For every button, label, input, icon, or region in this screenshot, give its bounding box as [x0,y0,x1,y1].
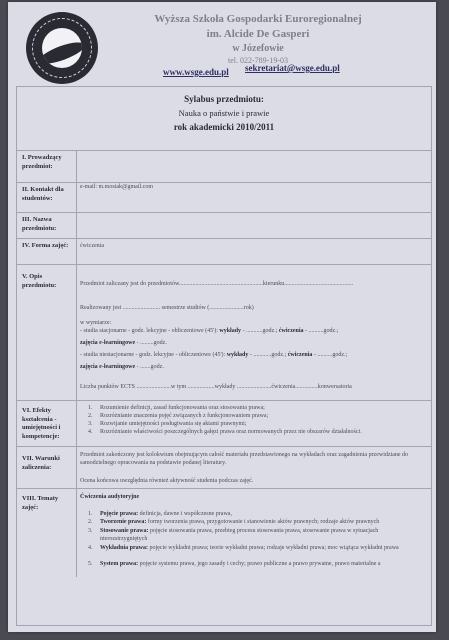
syllabus-heading: Sylabus przedmiotu: [184,94,264,104]
row-description [16,264,432,401]
description-line-5: zajęcia e-learningowe - .........godz. [80,340,167,346]
row-class-topics: VIII. Tematy zajęć: Ćwiczenia audytoryjne 1. Pojęcie prawa: definicja, dawne i współczesne prawa, 2. Tworzenie prawa: formy tworzenia prawa, przygotowanie i stanowienie aktów prawnych; rodzaje aktów prawnych 3. Stosowanie prawa: pojęcie stosowania prawa, przebieg procesu stosowania prawa, stosowanie prawa w sytuacjach nierozstrzygniętych 4. Wykładnia prawa: pojęcie wykładni prawa; teorie wykładni prawa; rodzaje wykładni prawa; moc wiążąca wykładni prawa 5. System prawa: pojęcie systemu prawa, jego zasady i cechy; prawo publiczne a prawo prywatne, prawo materialne a [16,488,432,577]
topics-heading: Ćwiczenia audytoryjne [80,494,140,500]
row-class-form [16,238,432,265]
row-subject-name [16,212,432,239]
row-instructor [16,150,432,183]
label-learning-outcomes: VI. Efekty kształcenia - umiejętności i kompetencje: [22,407,61,440]
label-description: V. Opis przedmiotu: [22,273,57,289]
pass-conditions-line-1: Przedmiot zakończony jest kolokwium obejmującym całość materiału przedstawionego na wykładach oraz zagadnienia przewidziane do samodzielnego opracowania na podstawie podanej literatury. [80,452,409,466]
description-line-8: Liczba punktów ECTS .......................w tym ..................wykłady .......................ćwiczenia...............konwersatoria [80,384,352,390]
label-subject-name: III. Nazwa przedmiotu: [22,216,57,232]
document-page [8,2,436,632]
description-line-7: zajęcia e-learningowe - .......godz. [80,364,164,370]
value-contact-email: e-mail: m.mosiak@gmail.com [80,184,154,190]
website-link[interactable]: www.wsge.edu.pl [163,67,229,77]
label-class-form: IV. Forma zajęć: [22,242,69,249]
subject-name: Nauka o państwie i prawie [178,108,270,118]
label-pass-conditions: VII. Warunki zaliczenia: [22,455,60,471]
school-phone: tel. 022-789-19-03 [228,56,288,65]
description-line-1: Przedmiot zaliczany jest do przedmiotów........................................................kierunku.............................................. [80,281,354,287]
academic-year: rok akademicki 2010/2011 [173,122,275,132]
school-patron: im. Alcide De Gasperi [206,28,310,40]
school-location: w Józefowie [232,43,284,54]
label-instructor: I. Prowadzący przedmiot: [22,154,62,170]
row-contact [16,182,432,213]
description-line-2: Realizowany jest ......................... semestrze studiów (.......................rok) [80,305,254,311]
label-contact: II. Kontakt dla studentów: [22,186,64,202]
label-class-topics: VIII. Tematy zajęć: [22,495,59,511]
university-seal-logo [26,12,98,84]
row-pass-conditions [16,446,432,489]
pass-conditions-line-2: Ocena końcowa uwzględnia również aktywność studenta podczas zajęć. [80,478,254,484]
email-link[interactable]: sekretariat@wsge.edu.pl [245,63,340,73]
description-line-3: w wymiarze: [80,320,112,326]
description-line-6: - studia niestacjonarne - godz. lekcyjne - obliczeniowe (45'): wykłady - ............godz.; ćwiczenia - ..........godz.; [80,352,348,358]
row-learning-outcomes: VI. Efekty kształcenia - umiejętności i kompetencje: 1. Rozumienie definicji, zasad funkcjonowania oraz stosowania prawa; 2. Rozróżnianie znaczenia pojęć związanych z funkcjonowaniem prawa; 3. Rozwijanie umiejętności posługiwania się aktami prawnymi; 4. Rozróżnianie właściwości poszczególnych gałęzi prawa oraz normowanych przez nie obszarów działalności. [16,400,432,447]
description-line-4: - studia stacjonarne - godz. lekcyjne - obliczeniowe (45'): wykłady - ...........godz.; ćwiczenia - ..........godz.; [80,328,339,334]
value-class-form: ćwiczenia [80,243,104,249]
school-name: Wyższa Szkoła Gospodarki Euroregionalnej [154,13,362,25]
